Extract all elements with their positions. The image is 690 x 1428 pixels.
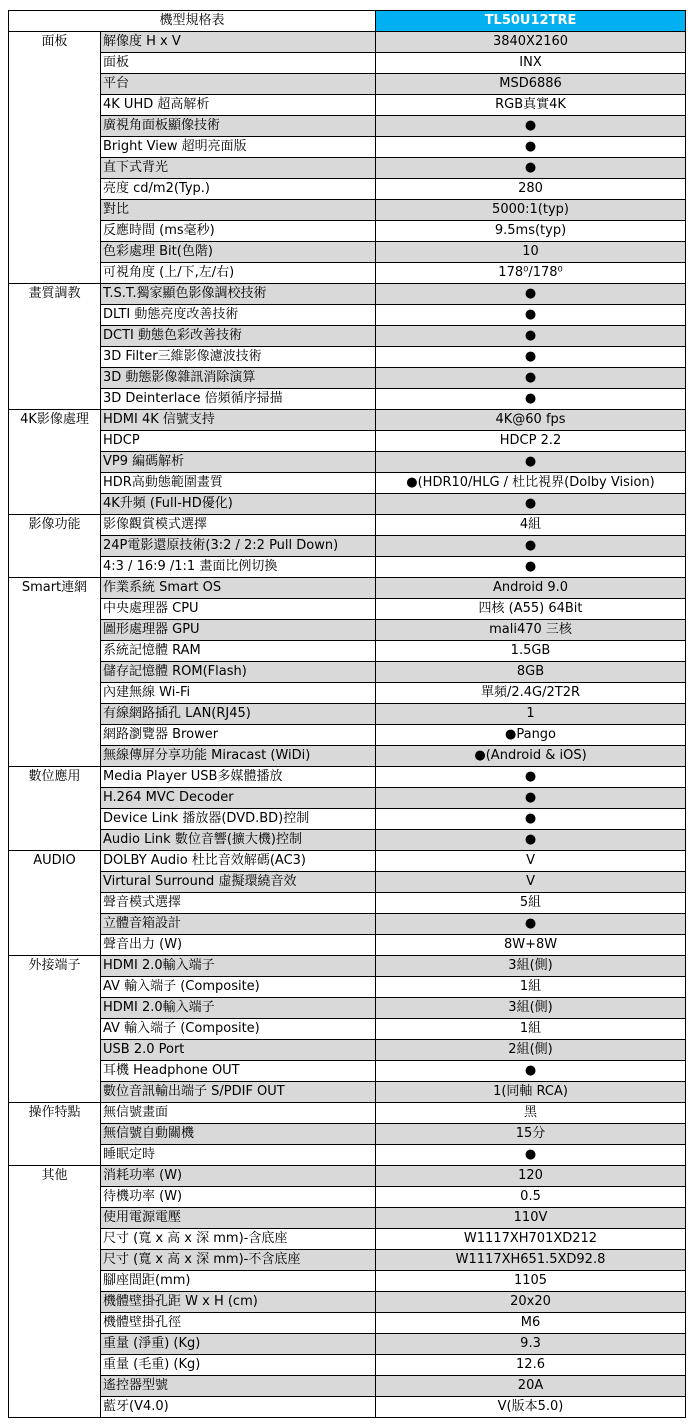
spec-row: [9, 347, 686, 368]
spec-row: [9, 1334, 686, 1355]
spec-row: [9, 578, 686, 599]
spec-value: ●: [376, 767, 686, 788]
spec-row: [9, 158, 686, 179]
spec-feature: 無信號畫面: [101, 1103, 376, 1124]
spec-feature: 3D Deinterlace 倍頻循序掃描: [101, 389, 376, 410]
spec-feature: 遙控器型號: [101, 1376, 376, 1397]
spec-row: [9, 1082, 686, 1103]
spec-row: [9, 809, 686, 830]
spec-value: M6: [376, 1313, 686, 1334]
spec-value: ●: [376, 557, 686, 578]
header-row: [9, 11, 686, 32]
spec-feature: 尺寸 (寬 x 高 x 深 mm)-含底座: [101, 1229, 376, 1250]
spec-feature: 機體壁掛孔距 W x H (cm): [101, 1292, 376, 1313]
spec-row: [9, 1376, 686, 1397]
category-label: 其他: [9, 1166, 101, 1418]
spec-feature: 解像度 H x V: [101, 32, 376, 53]
spec-feature: Device Link 播放器(DVD.BD)控制: [101, 809, 376, 830]
spec-value: 5000:1(typ): [376, 200, 686, 221]
spec-value: ●: [376, 284, 686, 305]
spec-feature: 3D 動態影像雜訊消除演算: [101, 368, 376, 389]
spec-row: [9, 536, 686, 557]
spec-value: 3組(側): [376, 998, 686, 1019]
spec-feature: 待機功率 (W): [101, 1187, 376, 1208]
spec-row: [9, 662, 686, 683]
spec-row: [9, 641, 686, 662]
spec-feature: HDMI 4K 信號支持: [101, 410, 376, 431]
spec-feature: VP9 編碼解析: [101, 452, 376, 473]
spec-row: [9, 1019, 686, 1040]
spec-value: 3840X2160: [376, 32, 686, 53]
spec-row: [9, 1187, 686, 1208]
spec-value: V(版本5.0): [376, 1397, 686, 1418]
spec-value: 5組: [376, 893, 686, 914]
spec-value: 單頻/2.4G/2T2R: [376, 683, 686, 704]
spec-row: [9, 1292, 686, 1313]
spec-feature: 藍牙(V4.0): [101, 1397, 376, 1418]
spec-value: ●: [376, 305, 686, 326]
spec-value: V: [376, 872, 686, 893]
category-label: AUDIO: [9, 851, 101, 956]
spec-row: [9, 683, 686, 704]
spec-row: [9, 53, 686, 74]
spec-value: 黑: [376, 1103, 686, 1124]
spec-value: ●: [376, 116, 686, 137]
spec-feature: 重量 (毛重) (Kg): [101, 1355, 376, 1376]
spec-row: [9, 746, 686, 767]
spec-value: 4K@60 fps: [376, 410, 686, 431]
spec-table: [8, 10, 686, 1418]
spec-value: ●: [376, 830, 686, 851]
spec-feature: 聲音出力 (W): [101, 935, 376, 956]
spec-feature: 作業系統 Smart OS: [101, 578, 376, 599]
spec-row: [9, 452, 686, 473]
spec-row: [9, 221, 686, 242]
spec-feature: 直下式背光: [101, 158, 376, 179]
spec-row: [9, 368, 686, 389]
spec-value: Android 9.0: [376, 578, 686, 599]
spec-value: ●: [376, 368, 686, 389]
spec-row: [9, 1061, 686, 1082]
spec-feature: Bright View 超明亮面版: [101, 137, 376, 158]
spec-feature: AV 輸入端子 (Composite): [101, 1019, 376, 1040]
spec-value: 1組: [376, 977, 686, 998]
spec-row: [9, 788, 686, 809]
category-label: 影像功能: [9, 515, 101, 578]
spec-feature: 網路瀏覽器 Brower: [101, 725, 376, 746]
spec-value: 四核 (A55) 64Bit: [376, 599, 686, 620]
category-label: 畫質調教: [9, 284, 101, 410]
spec-value: 1(同軸 RCA): [376, 1082, 686, 1103]
spec-row: [9, 1397, 686, 1418]
spec-feature: T.S.T.獨家顯色影像調校技術: [101, 284, 376, 305]
spec-value: W1117XH651.5XD92.8: [376, 1250, 686, 1271]
spec-value: 4組: [376, 515, 686, 536]
spec-row: [9, 1103, 686, 1124]
spec-value: W1117XH701XD212: [376, 1229, 686, 1250]
spec-feature: 內建無線 Wi-Fi: [101, 683, 376, 704]
spec-feature: 中央處理器 CPU: [101, 599, 376, 620]
spec-feature: 24P電影還原技術(3:2 / 2:2 Pull Down): [101, 536, 376, 557]
category-label: 4K影像處理: [9, 410, 101, 515]
spec-feature: 色彩處理 Bit(色階): [101, 242, 376, 263]
spec-value: 10: [376, 242, 686, 263]
spec-row: [9, 914, 686, 935]
spec-row: [9, 116, 686, 137]
spec-value: 20A: [376, 1376, 686, 1397]
spec-row: [9, 431, 686, 452]
spec-feature: 圖形處理器 GPU: [101, 620, 376, 641]
spec-feature: 尺寸 (寬 x 高 x 深 mm)-不含底座: [101, 1250, 376, 1271]
spec-feature: 睡眠定時: [101, 1145, 376, 1166]
spec-row: [9, 557, 686, 578]
spec-value: 9.5ms(typ): [376, 221, 686, 242]
spec-feature: 可視角度 (上/下,左/右): [101, 263, 376, 284]
spec-feature: H.264 MVC Decoder: [101, 788, 376, 809]
spec-value: ●: [376, 1145, 686, 1166]
spec-value: RGB真實4K: [376, 95, 686, 116]
spec-value: ●: [376, 914, 686, 935]
spec-row: [9, 704, 686, 725]
spec-feature: 無線傳屏分享功能 Miracast (WiDi): [101, 746, 376, 767]
spec-feature: 4K UHD 超高解析: [101, 95, 376, 116]
spec-row: [9, 599, 686, 620]
spec-row: [9, 200, 686, 221]
spec-value: 178⁰/178⁰: [376, 263, 686, 284]
spec-value: ●: [376, 347, 686, 368]
spec-feature: 亮度 cd/m2(Typ.): [101, 179, 376, 200]
spec-row: [9, 1271, 686, 1292]
spec-value: ●: [376, 1061, 686, 1082]
spec-value: ●: [376, 788, 686, 809]
spec-row: [9, 893, 686, 914]
spec-feature: 平台: [101, 74, 376, 95]
spec-table-body: [9, 11, 686, 1418]
spec-feature: 廣視角面板顯像技術: [101, 116, 376, 137]
spec-feature: DLTI 動態亮度改善技術: [101, 305, 376, 326]
spec-row: [9, 494, 686, 515]
spec-feature: 影像觀賞模式選擇: [101, 515, 376, 536]
spec-row: [9, 263, 686, 284]
spec-feature: 面板: [101, 53, 376, 74]
spec-row: [9, 935, 686, 956]
spec-row: [9, 977, 686, 998]
spec-row: [9, 389, 686, 410]
spec-feature: 數位音訊輸出端子 S/PDIF OUT: [101, 1082, 376, 1103]
spec-row: [9, 725, 686, 746]
spec-value: ●: [376, 326, 686, 347]
spec-row: [9, 1355, 686, 1376]
spec-value: ●: [376, 494, 686, 515]
spec-feature: AV 輸入端子 (Composite): [101, 977, 376, 998]
spec-row: [9, 767, 686, 788]
spec-row: [9, 872, 686, 893]
spec-value: 15分: [376, 1124, 686, 1145]
spec-row: [9, 1124, 686, 1145]
spec-feature: 使用電源電壓: [101, 1208, 376, 1229]
spec-feature: 4K升頻 (Full-HD優化): [101, 494, 376, 515]
spec-feature: 消耗功率 (W): [101, 1166, 376, 1187]
spec-value: 1: [376, 704, 686, 725]
spec-value: V: [376, 851, 686, 872]
spec-value: 1105: [376, 1271, 686, 1292]
spec-row: [9, 1145, 686, 1166]
spec-value: 110V: [376, 1208, 686, 1229]
category-label: Smart連網: [9, 578, 101, 767]
spec-feature: 機體壁掛孔徑: [101, 1313, 376, 1334]
spec-feature: Media Player USB多媒體播放: [101, 767, 376, 788]
spec-value: HDCP 2.2: [376, 431, 686, 452]
category-label: 外接端子: [9, 956, 101, 1103]
spec-value: 0.5: [376, 1187, 686, 1208]
spec-row: [9, 1040, 686, 1061]
spec-feature: HDCP: [101, 431, 376, 452]
spec-feature: 耳機 Headphone OUT: [101, 1061, 376, 1082]
spec-value: INX: [376, 53, 686, 74]
spec-row: [9, 326, 686, 347]
spec-value: 2組(側): [376, 1040, 686, 1061]
spec-row: [9, 284, 686, 305]
spec-row: [9, 1229, 686, 1250]
spec-value: mali470 三核: [376, 620, 686, 641]
category-label: 面板: [9, 32, 101, 284]
category-label: 操作特點: [9, 1103, 101, 1166]
spec-feature: 系統記憶體 RAM: [101, 641, 376, 662]
spec-value: MSD6886: [376, 74, 686, 95]
spec-value: 8W+8W: [376, 935, 686, 956]
spec-row: [9, 1313, 686, 1334]
spec-feature: 儲存記憶體 ROM(Flash): [101, 662, 376, 683]
spec-value: 1組: [376, 1019, 686, 1040]
spec-row: [9, 620, 686, 641]
spec-value: 280: [376, 179, 686, 200]
spec-value: 8GB: [376, 662, 686, 683]
spec-feature: 4:3 / 16:9 /1:1 畫面比例切換: [101, 557, 376, 578]
spec-row: [9, 830, 686, 851]
spec-value: ●(HDR10/HLG / 杜比視界(Dolby Vision): [376, 473, 686, 494]
spec-value: ●Pango: [376, 725, 686, 746]
spec-value: ●(Android & iOS): [376, 746, 686, 767]
spec-value: 1.5GB: [376, 641, 686, 662]
spec-feature: HDMI 2.0輸入端子: [101, 998, 376, 1019]
spec-row: [9, 74, 686, 95]
spec-feature: 重量 (淨重) (Kg): [101, 1334, 376, 1355]
spec-row: [9, 410, 686, 431]
spec-value: ●: [376, 452, 686, 473]
spec-feature: HDR高動態範圍畫質: [101, 473, 376, 494]
spec-value: ●: [376, 158, 686, 179]
spec-feature: 對比: [101, 200, 376, 221]
spec-feature: 立體音箱設計: [101, 914, 376, 935]
spec-row: [9, 1166, 686, 1187]
category-label: 數位應用: [9, 767, 101, 851]
spec-feature: 腳座間距(mm): [101, 1271, 376, 1292]
spec-feature: HDMI 2.0輸入端子: [101, 956, 376, 977]
model-name: TL50U12TRE: [376, 11, 686, 32]
spec-value: 9.3: [376, 1334, 686, 1355]
spec-value: ●: [376, 137, 686, 158]
spec-feature: Audio Link 數位音響(擴大機)控制: [101, 830, 376, 851]
spec-row: [9, 1250, 686, 1271]
spec-row: [9, 515, 686, 536]
spec-row: [9, 179, 686, 200]
spec-feature: 有線網路插孔 LAN(RJ45): [101, 704, 376, 725]
spec-feature: 3D Filter三維影像濾波技術: [101, 347, 376, 368]
spec-row: [9, 998, 686, 1019]
spec-feature: 反應時間 (ms毫秒): [101, 221, 376, 242]
spec-value: ●: [376, 536, 686, 557]
spec-feature: 聲音模式選擇: [101, 893, 376, 914]
spec-row: [9, 1208, 686, 1229]
spec-row: [9, 956, 686, 977]
spec-row: [9, 851, 686, 872]
spec-row: [9, 305, 686, 326]
spec-value: 120: [376, 1166, 686, 1187]
spec-feature: 無信號自動關機: [101, 1124, 376, 1145]
spec-row: [9, 32, 686, 53]
spec-value: 3組(側): [376, 956, 686, 977]
spec-value: ●: [376, 389, 686, 410]
spec-feature: DCTI 動態色彩改善技術: [101, 326, 376, 347]
spec-value: 12.6: [376, 1355, 686, 1376]
spec-row: [9, 137, 686, 158]
spec-feature: Virtural Surround 虛擬環繞音效: [101, 872, 376, 893]
spec-value: ●: [376, 809, 686, 830]
table-title: 機型規格表: [9, 11, 376, 32]
spec-value: 20x20: [376, 1292, 686, 1313]
spec-feature: USB 2.0 Port: [101, 1040, 376, 1061]
spec-row: [9, 95, 686, 116]
spec-feature: DOLBY Audio 杜比音效解碼(AC3): [101, 851, 376, 872]
spec-row: [9, 242, 686, 263]
spec-row: [9, 473, 686, 494]
